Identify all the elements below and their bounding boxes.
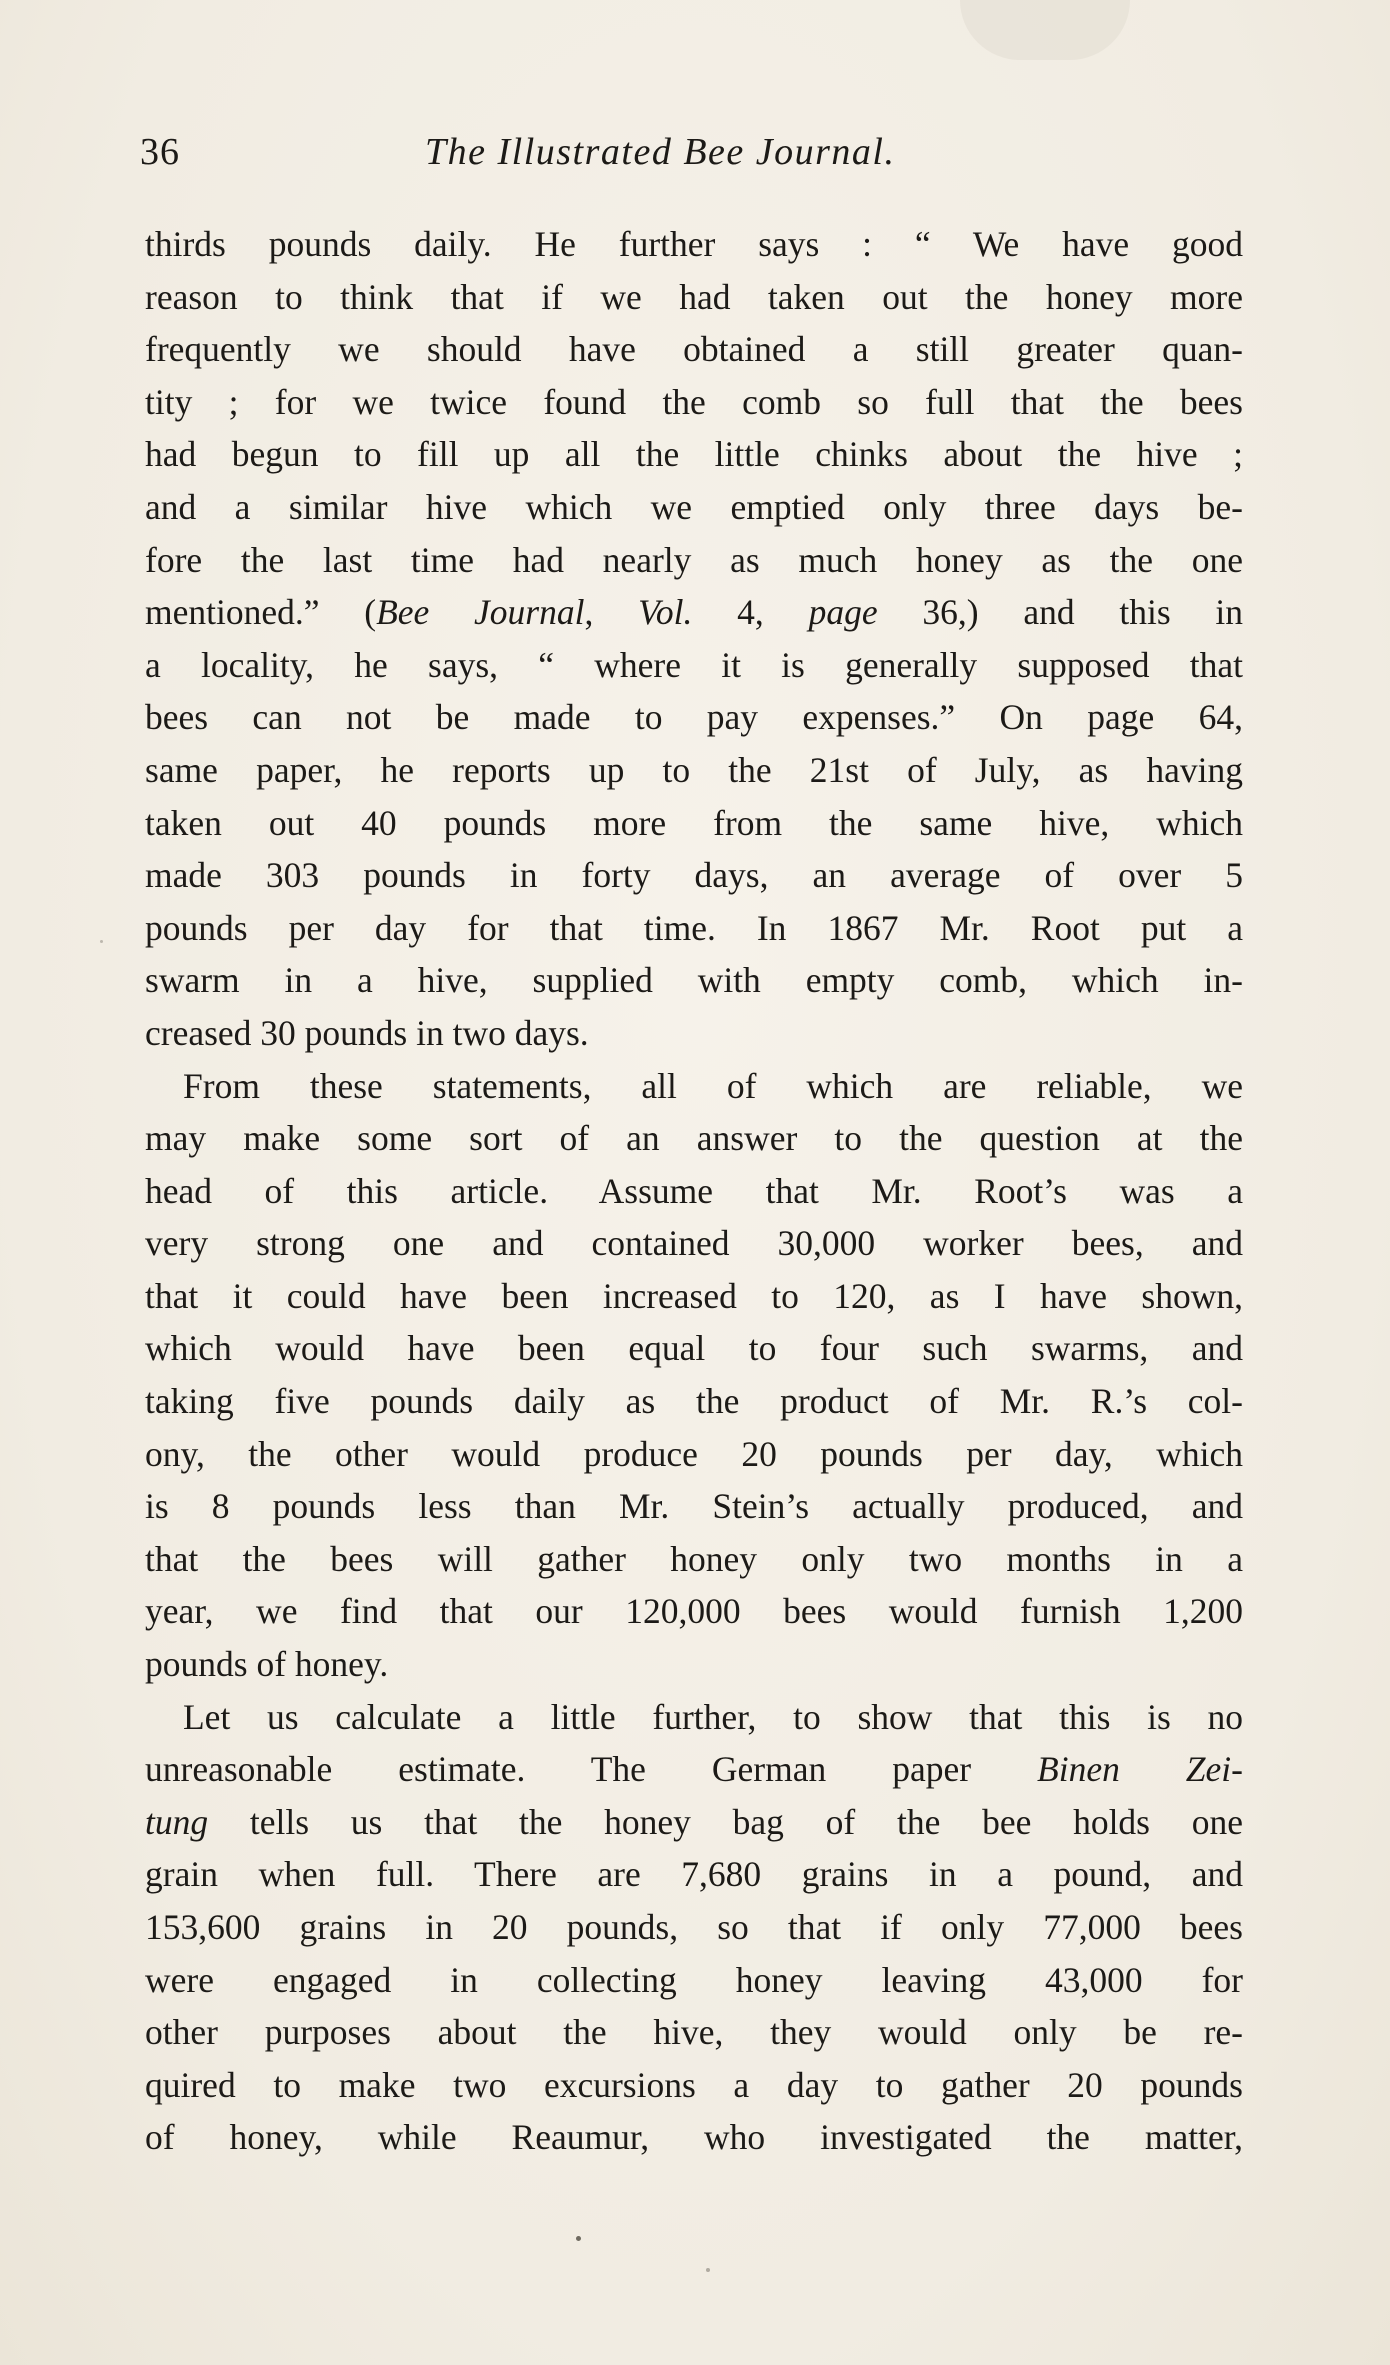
article-body bbox=[145, 218, 1243, 2164]
paper-stain bbox=[960, 0, 1130, 60]
text-line: pounds per day for that time. In 1867 Mr. Root put a bbox=[145, 907, 1243, 948]
text-line: taking five pounds daily as the product of Mr. R.’s col- bbox=[145, 1381, 1243, 1422]
paragraph bbox=[145, 1060, 1243, 1691]
text-line: which would have been equal to four such swarms, and bbox=[145, 1328, 1243, 1369]
text-line: frequently we should have obtained a still greater quan- bbox=[145, 329, 1243, 370]
text-line: of honey, while Reaumur, who investigated the matter, bbox=[145, 2117, 1243, 2158]
text-line: thirds pounds daily. He further says : “ We have good bbox=[145, 224, 1243, 264]
text-line: From these statements, all of which are reliable, we bbox=[183, 1065, 1243, 1106]
text-line: tung tells us that the honey bag of the bee holds one bbox=[145, 1801, 1243, 1842]
text-line: fore the last time had nearly as much honey as the one bbox=[145, 539, 1243, 580]
text-line: Let us calculate a little further, to show that this is no bbox=[183, 1696, 1243, 1737]
text-line: other purposes about the hive, they would only be re- bbox=[145, 2012, 1243, 2053]
text-line: very strong one and contained 30,000 worker bees, and bbox=[145, 1223, 1243, 1264]
text-line: same paper, he reports up to the 21st of July, as having bbox=[145, 749, 1243, 790]
text-line: had begun to fill up all the little chinks about the hive ; bbox=[145, 434, 1243, 475]
text-line: is 8 pounds less than Mr. Stein’s actually produced, and bbox=[145, 1486, 1243, 1527]
paper-speck bbox=[576, 2236, 581, 2241]
text-line: that the bees will gather honey only two months in a bbox=[145, 1538, 1243, 1579]
paragraph bbox=[145, 1691, 1243, 2164]
text-line: may make some sort of an answer to the question at the bbox=[145, 1118, 1243, 1159]
text-line: that it could have been increased to 120, as I have shown, bbox=[145, 1275, 1243, 1316]
paragraph bbox=[145, 218, 1243, 1060]
text-line: tity ; for we twice found the comb so full that the bees bbox=[145, 381, 1243, 422]
text-line: ony, the other would produce 20 pounds per day, which bbox=[145, 1433, 1243, 1474]
text-line: and a similar hive which we emptied only three days be- bbox=[145, 486, 1243, 527]
text-line: pounds of honey. bbox=[145, 1644, 389, 1685]
text-line: mentioned.” (Bee Journal, Vol. 4, page 36,) and this in bbox=[145, 592, 1244, 633]
text-line: taken out 40 pounds more from the same hive, which bbox=[145, 802, 1243, 843]
text-line: bees can not be made to pay expenses.” On page 64, bbox=[145, 697, 1243, 738]
journal-title: The Illustrated Bee Journal. bbox=[425, 131, 896, 173]
text-line: made 303 pounds in forty days, an average of over 5 bbox=[145, 855, 1243, 896]
text-line: quired to make two excursions a day to gather 20 pounds bbox=[145, 2064, 1243, 2105]
text-line: swarm in a hive, supplied with empty comb, which in- bbox=[145, 960, 1243, 1001]
text-line: were engaged in collecting honey leaving 43,000 for bbox=[145, 1959, 1243, 2000]
text-line: unreasonable estimate. The German paper Binen Zei- bbox=[145, 1749, 1243, 1790]
page-number: 36 bbox=[140, 131, 180, 173]
running-head bbox=[140, 130, 1260, 190]
paper-speck bbox=[100, 940, 103, 943]
text-line: reason to think that if we had taken out the honey more bbox=[145, 276, 1243, 317]
text-line: 153,600 grains in 20 pounds, so that if only 77,000 bees bbox=[145, 1907, 1243, 1947]
text-line: year, we find that our 120,000 bees would furnish 1,200 bbox=[145, 1591, 1243, 1632]
text-line: a locality, he says, “ where it is generally supposed that bbox=[145, 644, 1243, 685]
paper-speck bbox=[706, 2268, 710, 2272]
text-line: creased 30 pounds in two days. bbox=[145, 1012, 589, 1053]
text-line: grain when full. There are 7,680 grains in a pound, and bbox=[145, 1854, 1243, 1895]
text-line: head of this article. Assume that Mr. Root’s was a bbox=[145, 1170, 1243, 1211]
